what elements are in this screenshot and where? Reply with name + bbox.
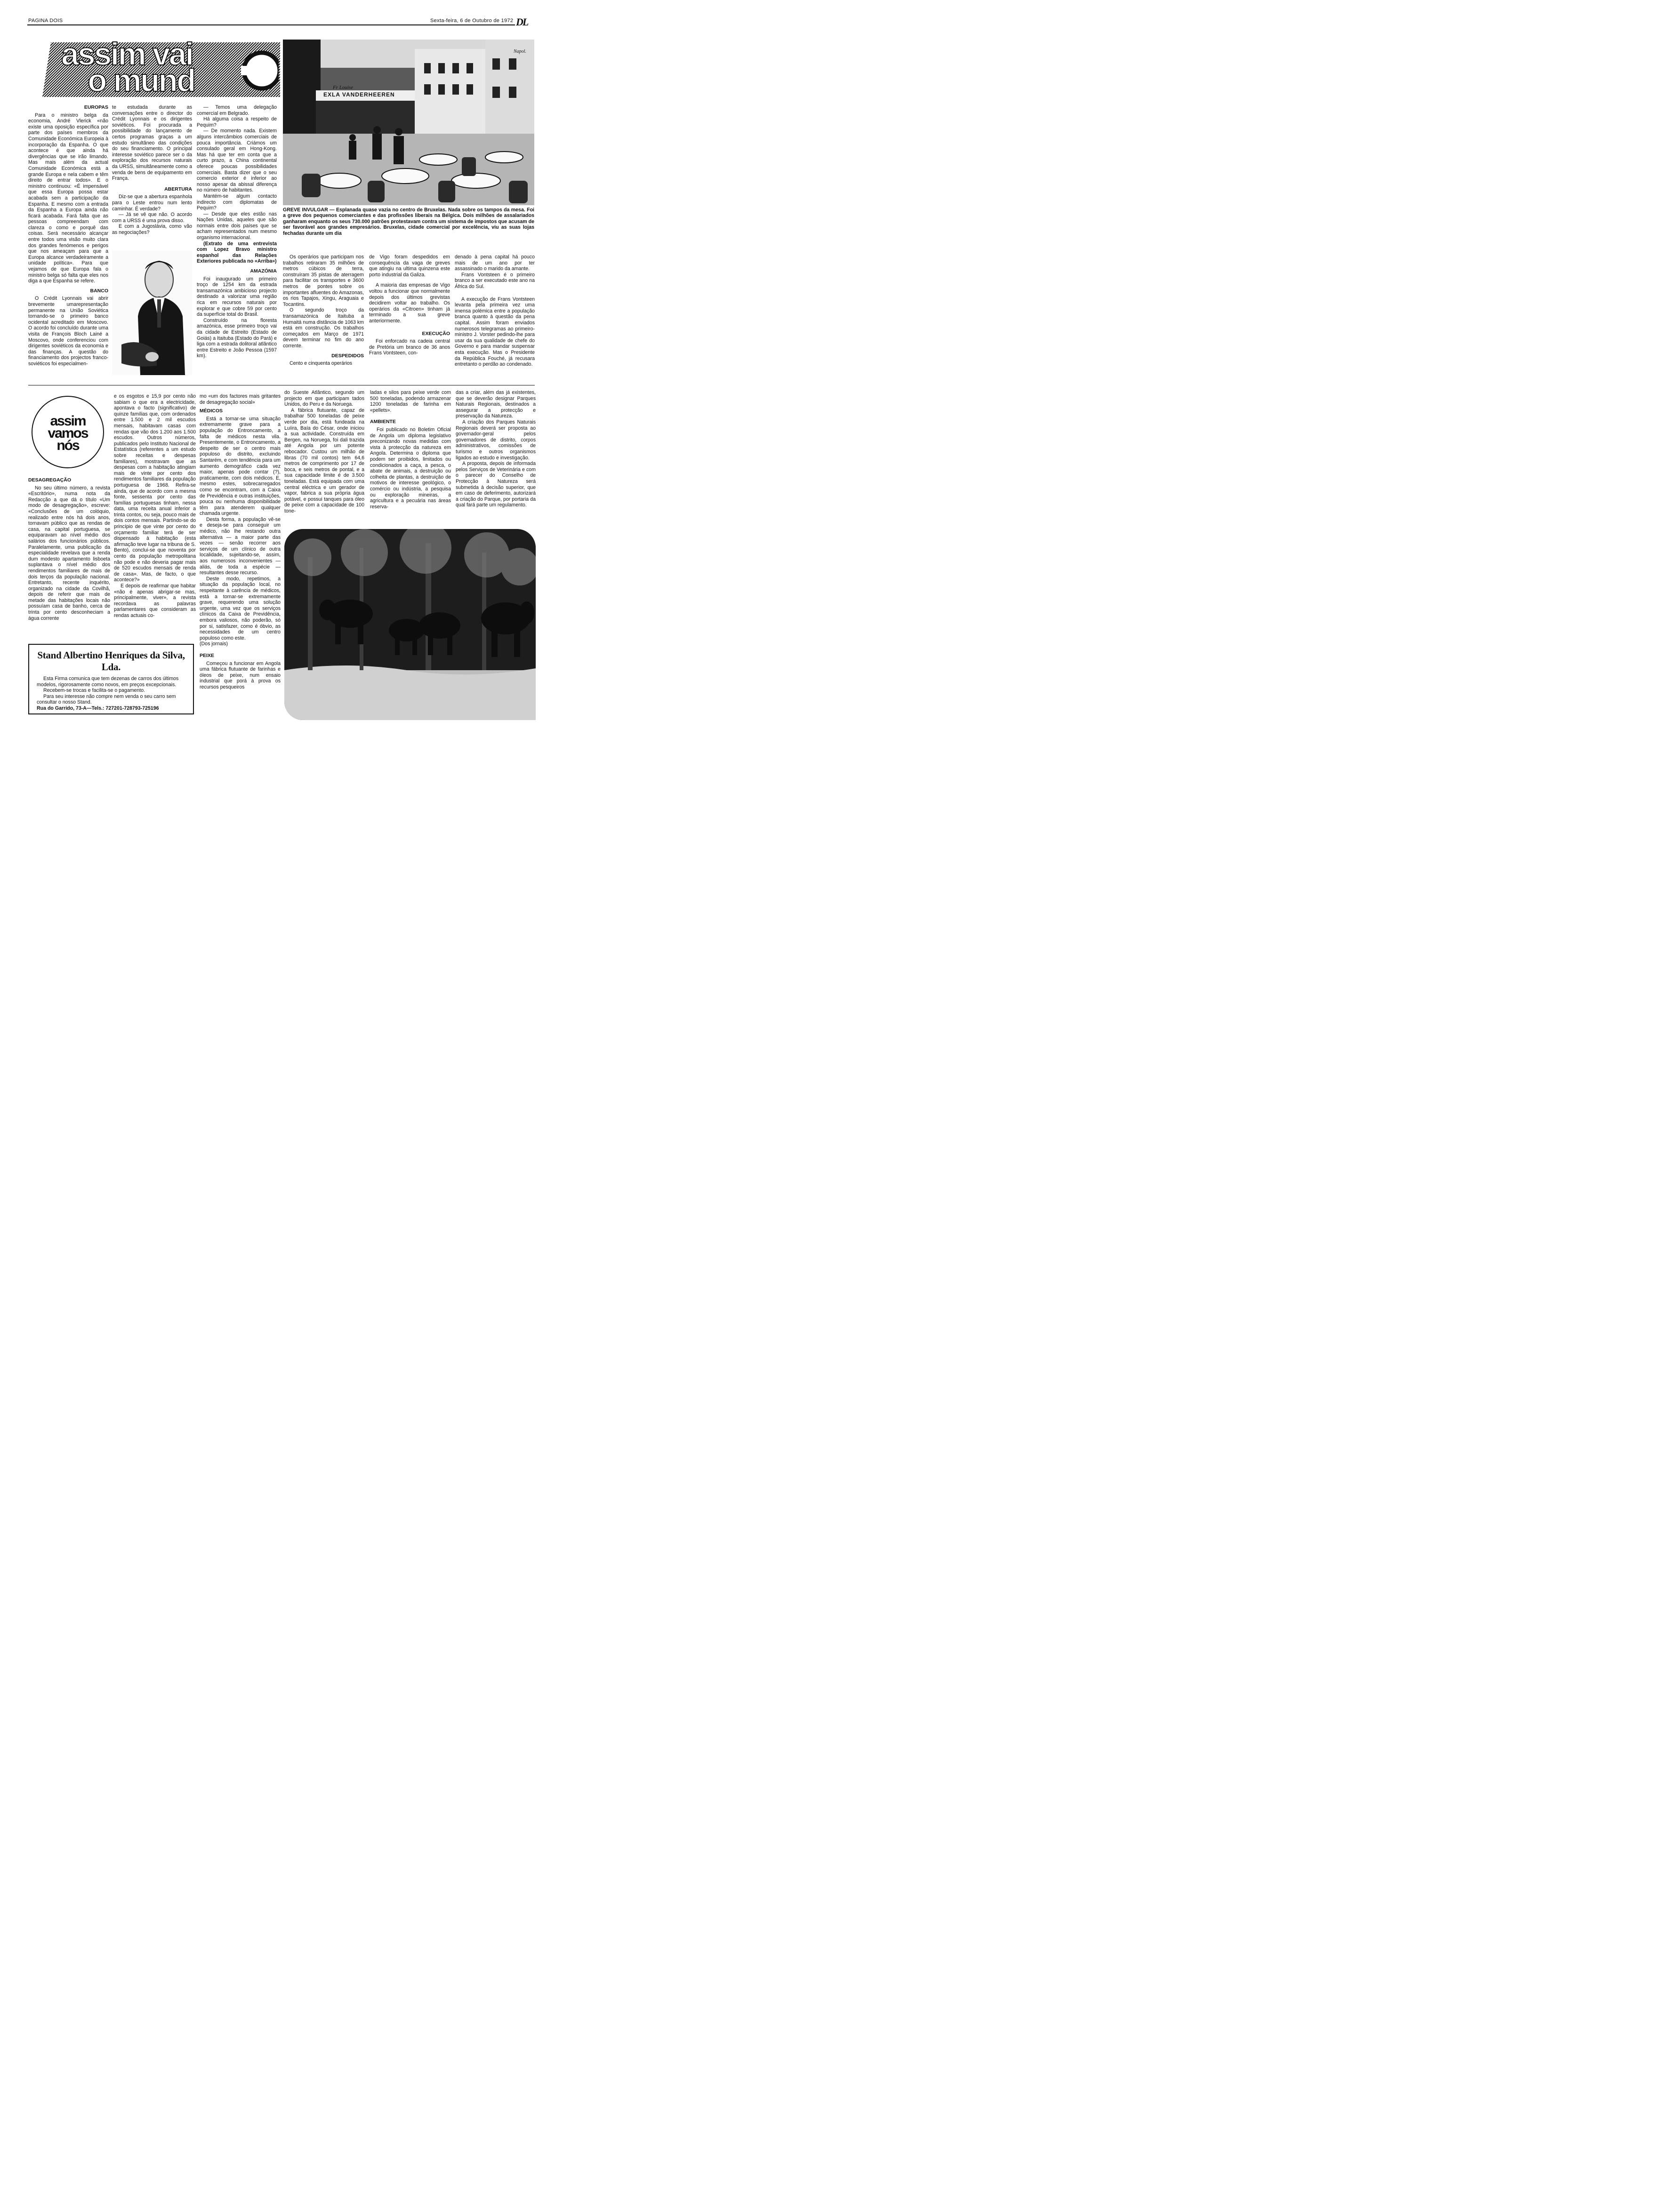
banner-portugal-line3: nós (56, 438, 79, 453)
subhead-europas: EUROPAS (84, 104, 108, 110)
paragraph-peixe-1: Começou a funcionar em Angola uma fábrica flutuante de farinhas e óleos de peixe, num ensaio industrial que porá à prova os recursos pesqueiros (200, 660, 281, 690)
shop-sign-main: EXLA VANDERHEEREN (323, 91, 395, 98)
answer-4: — Desde que eles estão nas Nações Unidas, aqueles que são normais entre dois países que se acham representados num mesmo organismo internacional. (197, 211, 277, 241)
ad-line-3: Para seu interesse não compre nem venda o seu carro sem consultar o nosso Stand. (37, 693, 176, 705)
paragraph-execucao-2: denado à pena capital há pouco mais de um ano por ter assassinado o marido da amante. (455, 254, 535, 272)
column-ambiente-cont (456, 390, 536, 508)
photo-caption-brussels (283, 207, 534, 236)
answer-3: — De momento nada. Existem alguns intercâmbios comerciais de pouca importância. Criámos um consulado geral em Hong-Kong. Mas há que ter em conta que a curto prazo, a China continental oferece poucas possibilidades comerciais. Basta dizer que o seu comercio exterior é inferior ao nosso apesar da abissal diferença no número de habitantes. (197, 128, 277, 193)
column-pretoria (455, 254, 535, 368)
ad-line-2: Recebem-se trocas e facilita-se o pagamento. (43, 688, 145, 694)
banner-portugal-line2: vamos (48, 425, 88, 441)
question-1: Diz-se que a abertura espanhola para o Leste entrou num lento caminhar. É verdade? (112, 194, 192, 212)
question-2: E com a Jugoslávia, como vão as negociações? (112, 224, 192, 235)
question-3: Há alguma coisa a respeito de Pequim? (197, 116, 277, 128)
paragraph-medicos-3: Deste modo, repetimos, a situação da população local, no respeitante à carência de médicos, está a tornar-se extremamente grave, requerendo uma solução urgente, uma vez que os serviços clínicos da Caixa de Previdência, embora valiosos, não poderão, só por si, satisfazer, como é óbvio, as necessidades de um centro populoso como este. (200, 576, 281, 641)
column-amazonia-cont (283, 254, 364, 367)
paragraph-ambiente-3: A criação dos Parques Naturais Regionais deverá ser proposta ao governador-geral pelos governadores de distrito, corpos administrativos, comissões de turismo e outros organismos ligados ao estudo e investigação. (456, 419, 536, 461)
shop-sign-small: Fr Louise (333, 85, 354, 90)
brussels-photo (283, 40, 534, 205)
paragraph-peixe-4: ladas e silos para peixe verde com 500 toneladas, podendo armazenar 1200 toneladas de farinha em «pellets». (370, 390, 451, 413)
answer-2: — Temos uma delegação comercial em Belgrado. (197, 104, 277, 116)
paragraph-ambiente-2: das a criar, além das já existentes, que se deverão designar Parques Naturais Regionais, destinados a assegurar a protecção e preservação da Natureza. (456, 390, 536, 419)
subhead-peixe: PEIXE (200, 652, 214, 658)
portrait-minister-image (112, 250, 192, 375)
column-europas (28, 104, 108, 367)
paragraph-execucao-4: A execução de Frans Vontsteen levanta pela primeira vez uma imensa polémica entre a população branca quanto à questão da pena capital. Assim foram enviados numerosos telegramas ao primeiro-ministro J. Vorster pedindo-lhe para usar da sua qualidade de chefe do Governo e para mandar suspensar esta execução. Mas o Presidente da República Fouché, já recusara entretanto o perdão ao condenado. (455, 296, 535, 368)
paragraph-medicos-1: Está a tornar-se uma situação extremamente grave para a população do Entroncamento, a falta de médicos nesta vila. Presentemente, o Entroncamento, a despeito de ser o centro mais populoso do distrito, excluindo Santarém, e com tendência para um aumento demográfico cada vez maior, apenas pode contar (?), praticamente, com dois médicos. E, mesmo estes, sobrecarregados como se encontram, com a Caixa de Previdência e outras instituições, pouca ou nenhuma disponibilidade têm para atenderem qualquer chamada urgente. (200, 416, 281, 517)
paragraph-despedidos: Cento e cinquenta operários (290, 361, 353, 367)
subhead-amazonia: AMAZÓNIA (250, 268, 277, 274)
column-abertura (112, 104, 192, 235)
interview-source: (Extrato de uma entrevista com Lopez Bravo ministro espanhol das Relações Exteriores publicada no «Arriba») (197, 240, 277, 264)
paragraph-desagregacao-1: No seu último número, a revista «Escritório», numa nota da Redacção a que dá o título «Um modo de desagregação», escreve: «Conclusões de um colóquio, realizado entre nós há dois anos, tornavam público que as rendas de casa, na capital portuguesa, se equiparavam ao nível médio dos salários dos funcionários públicos. Paralelamente, uma publicação da especialidade revelava que a renda dum modesto apartamento lisboeta suplantava o nível médio dos rendimentos familiares de mais de dois terços da população nacional. Entretanto, recente inquérito, organizado na cidade da Covilhã, depois de referir que mais de metade das habitações locais não possuíam casa de banho, cerca de trinta por cento desconheciam a água corrente (28, 485, 110, 621)
paragraph-desagregacao-2: e os esgotos e 15,9 por cento não sabiam o que era a electricidade, apontava o facto (significativo) de quinze famílias que, com ordenados entre 1.500 e 2 mil escudos mensais, habitavam casas com rendas que vão dos 1.200 aos 1.500 escudos. Outros números, publicados pelo Instituto Nacional de Estatística (referentes a um estudo sobre receitas e despesas familiares), mostravam que as despesas com a habitação atingiam mais de vinte por cento dos rendimentos familiares da população portuguesa de 1968. Refira-se ainda, que de acordo com a mesma fonte, sessenta por cento das famílias portuguesas tinham, nessa data, uma receita anual inferior a trinta contos, ou seja, pouco mais de dois contos mensais. Partindo-se do princípio de que vinte por cento do orçamento familiar terá de ser dispensado à habitação (esta afirmação teve lugar na tribuna de S. Bento), conclui-se que noventa por cento da população metropolitana não pode e não deveria pagar mais de 520 escudos mensais de renda de casa». Mas, de facto, o que acontece?» (114, 393, 196, 583)
paragraph-peixe-3: A fábrica flutuante, capaz de trabalhar 500 toneladas de peixe verde por dia, está fundeada na Luíira, Baía do César, onde iniciou a sua actividade. Construída em Bergen, na Noruega, foi dali trazida até Angola por um potente rebocador. Custou um milhão de libras (70 mil contos) tem 64,6 metros de comprimento por 17 de boca, e seis metros de pontal, e a sua capacidade limite é de 3.500 toneladas. Está equipada com uma central eléctrica e um gerador de vapor, fabrica a sua própria água potável, e possui tanques para óleo de peixe com a capacidade de 100 tone- (284, 407, 364, 514)
section-banner-world (42, 36, 280, 98)
paragraph-ambiente-1: Foi publicado no Boletim Oficial de Angola um diploma legislativo preconizando novas medidas com vista à protecção da natureza em Angola. Determina o diploma que podem ser proibidos, limitados ou condicionados a caça, a pesca, o abate de animais, a destruição ou colheita de plantas, a destruição de motivos de interesse geológico, o comércio ou indústria, a pesquisa ou exploração mineiras, a agricultura e a pecuária nas áreas reserva- (370, 426, 451, 510)
column-ambiente (370, 390, 451, 510)
caption-text: Esplanada quase vazia no centro de Bruxelas. Nada sobre os tampos da mesa. Foi a greve dos pequenos comerciantes e das profissões liberais na Bélgica. Dois milhões de assalariados ganharam enquanto os seus 730.000 patrões protestavam contra um sistema de impostos que acusam de ser favorável aos grandes empresários. Bruxelas, cidade comercial por excelência, viu as suas lojas fechadas durante um dia (283, 207, 534, 236)
subhead-ambiente: AMBIENTE (370, 419, 396, 425)
subhead-despedidos: DESPEDIDOS (331, 353, 364, 359)
question-4: Mantém-se algum contacto indirecto com diplomatas de Pequim? (197, 193, 277, 211)
paragraph-execucao-3: Frans Vontsteen é o primeiro branco a ser executado este ano na África do Sul. (455, 272, 535, 289)
paragraph-banco-cont: te estudada durante as conversações entre o director do Crédit Lyonnais e os dirigentes soviéticos. Foi procurada a possibilidade do lançamento de certos programas graças a um estudo simultâneo das condições do seu financiamento. O principal interesse soviético parece ser o da exploração dos recursos naturais da URSS, simultâneamente como a venda de bens de equipamento em França. (112, 104, 192, 182)
paragraph-vigo-2: A maioria das empresas de Vigo voltou a funcionar que normalmente depois dos últimos grevistas decidirem voltar ao trabalho. Os operários da «Citroen» tinham já terminado a sua greve anteriormente. (369, 282, 450, 324)
paragraph-desagregacao-3: E depois de reafirmar que habitar «não é apenas abrigar-se mas, principalmente, viver», a revista recordava as palavras parlamentares que consideram as rendas actuais co- (114, 583, 196, 618)
column-peixe-cont (284, 390, 364, 514)
column-vigo (369, 254, 450, 356)
section-banner-portugal (30, 394, 105, 470)
medicos-source: (Dos jornais) (200, 641, 228, 647)
column-desagregacao-cont (114, 393, 196, 619)
ad-line-1: Esta Firma comunica que tem dezenas de carros dos últimos modelos, rigorosamente como novos, em preços excepcionais. (37, 676, 179, 688)
elephant-photo (284, 529, 536, 720)
globe-o-icon (241, 48, 279, 93)
subhead-desagregacao: DESAGREGAÇÃO (28, 477, 72, 483)
paragraph-banco: O Crédit Lyonnais vai abrir brevemente umarepresentação permanente na União Soviética tornando-se o primeiro banco ocidental acreditado em Moscovo. O acordo foi concluído durante uma visita de François Bloch Lainé a Moscovo, onde conferenciou com dirigentes soviéticos da economia e das finanças. A questão do financiamento dos projectos franco-soviéticos foi especialmen- (28, 296, 108, 367)
section-label: PAGINA DOIS (28, 18, 63, 24)
caption-label: GREVE INVULGAR — (283, 207, 335, 213)
paragraph-medicos-2: Desta forma, a população vê-se e deseja-se para conseguir um médico, não lhe restando outra alternativa — a maior parte das vezes — senão recorrer aos serviços de um clínico de outra localidade, sujeitando-se, assim, aos numerosos inconvenientes — aliás, de toda a espécie — resultantes desse recurso. (200, 516, 281, 576)
corner-sign: Napol. (514, 49, 526, 54)
paragraph-execucao-1: Foi enforcado na cadeia central de Pretória um branco de 36 anos Frans Vontsteen, con- (369, 338, 450, 356)
paragraph-ambiente-4: A proposta, depois de informada pelos Serviços de Veterinária e com o parecer do Conselho de Protecção à Natureza será submetida à decisão superior, que em caso de deferimento, autorizará a criação do Parque, por portaria da qual fará parte um regulamento. (456, 461, 536, 508)
ad-address: Rua do Garrido, 73-A—Tels.: 727201-728793-725196 (37, 705, 159, 711)
paragraph-amazonia-4: O segundo troço da transamazónica de Itaituba a Humaitá numa distância de 1063 km está em construção. Os trabalhos começados em Março de 1971 devem terminar no fim do ano corrente. (283, 307, 364, 349)
paragraph-europas: Para o ministro belga da economia, André Vlerick «não existe uma oposição específica por parte dos países membros da Comunidade Económica Europeia à incorporação da Espanha. O que acontece é que ainda há divergências que se irão limando. Mas mais além da actual Comunidade Económica está a grande Europa e nela cabem e têm direito de entrar todos». E o ministro continuou: «É impensável que essa Europa possa estar acabada sem a participação da Espanha. E mesmo com a entrada da Espanha a Europa ainda não ficará acabada. Fará falta que as pessoas compreendam com clareza o como e porquê das coisas. Será necessário alcançar entre todos uma visão muito clara dos grandes fenómenos e perigos que nos ameaçam para que a Europa alcance verdadeiramente a unidade política». Para que vejamos de que Europa fala o ministro belga só falta que eles nos diga a que Espanha se refere. (28, 112, 108, 284)
header-rule (27, 24, 515, 25)
subhead-execucao: EXECUÇÃO (422, 330, 450, 337)
advertisement-box (28, 644, 194, 714)
brussels-terrace-image (283, 40, 534, 205)
subhead-medicos: MÉDICOS (200, 408, 223, 414)
paragraph-desagregacao-4: mo «um dos factores mais gritantes de desagregação social» (200, 393, 281, 405)
paragraph-amazonia-3: Os operários que participam nos trabalhos retiraram 35 milhões de metros cúbicos de terra, construíram 35 pistas de aterragem para facilitar os transportes e 3600 metros de pontes sobre os importantes afluentes do Amazonas, os rios Tapajos, Xingu, Araguaia e Tocantins. (283, 254, 364, 307)
paragraph-vigo-1: de Vigo foram despedidos em consequência da vaga de greves que atingiu na ultima quinzena este porto industrial da Galiza. (369, 254, 450, 278)
elephant-herd-image (284, 529, 536, 720)
newspaper-logo: DL (516, 16, 528, 28)
paragraph-peixe-2: do Sueste Atlântico, segundo um projecto em que participam tados Unidos, do Peru e da Noruega. (284, 390, 364, 408)
banner-world-line2: o mund (88, 63, 195, 98)
banner-portugal-line1: assim (50, 413, 86, 429)
answer-1: — Já se vê que não. O acordo com a URSS é uma prova disso. (112, 212, 192, 224)
ad-title: Stand Albertino Henriques da Silva, Lda. (37, 649, 185, 673)
banner-world-line1: assim vai (61, 36, 193, 72)
column-interview (197, 104, 277, 359)
issue-date: Sexta-feira, 6 de Outubro de 1972 (430, 18, 514, 24)
paragraph-amazonia-2: Construído na floresta amazónica, esse primeiro troço vai da cidade de Estreito (Estado de Goiás) a Itaituba (Estado do Pará) e liga com a estrada dolitoral atlântico entre Estreito e João Pessoa (1597 km). (197, 317, 277, 359)
subhead-abertura: ABERTURA (164, 186, 192, 192)
portrait-photo (112, 250, 192, 375)
column-medicos (200, 393, 281, 690)
subhead-banco: BANCO (90, 288, 108, 294)
paragraph-amazonia-1: Foi inaugurado um primeiro troço de 1254 km da estrada transamazónica ambicioso projecto destinado a valorizar uma região rica em recursos naturais por explorar e que cobre 59 por cento da superfície total do Brasil. (197, 276, 277, 318)
column-desagregacao (28, 477, 110, 621)
